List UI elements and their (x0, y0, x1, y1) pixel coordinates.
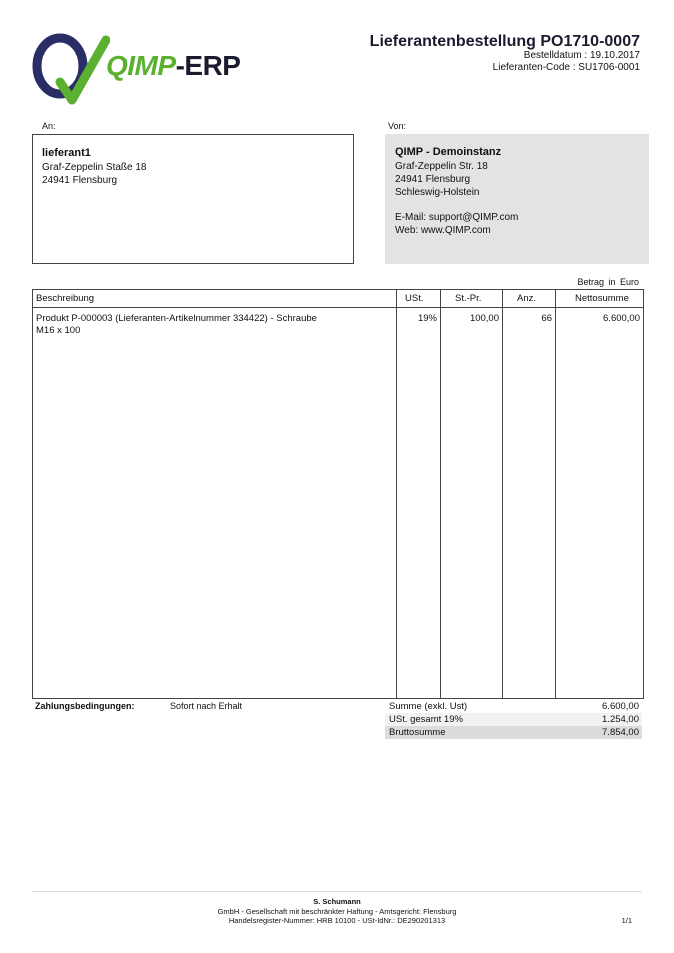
logo-wordmark (106, 50, 240, 82)
sender-city: 24941 Flensburg (395, 174, 471, 185)
logo-wordmark-qimp: QIMP (106, 50, 176, 81)
row-description-line2: M16 x 100 (36, 325, 81, 336)
company-logo (30, 30, 260, 108)
column-divider (396, 290, 397, 698)
column-divider (502, 290, 503, 698)
order-date: Bestelldatum : 19.10.2017 (523, 50, 640, 61)
sender-address-box (385, 134, 649, 264)
payment-terms-label: Zahlungsbedingungen: (35, 701, 135, 711)
row-vat: 19% (417, 313, 437, 324)
row-unit-price: 100,00 (469, 313, 499, 324)
header-net: Nettosumme (575, 293, 629, 304)
table-header-row (33, 290, 643, 308)
row-net: 6.600,00 (603, 313, 640, 324)
total-vat-label: USt. gesamt 19% (389, 714, 463, 725)
footer-legal-line2: Handelsregister-Nummer: HRB 10100 - USt-IdNr.: DE290201313 (228, 916, 446, 925)
column-divider (555, 290, 556, 698)
sender-web: Web: www.QIMP.com (395, 225, 491, 236)
sender-street: Graf-Zeppelin Str. 18 (395, 161, 488, 172)
recipient-name: lieferant1 (42, 147, 91, 159)
items-table (32, 289, 644, 699)
row-description (36, 313, 391, 337)
recipient-street: Graf-Zeppelin Staße 18 (42, 162, 147, 173)
logo-wordmark-erp: -ERP (175, 50, 241, 81)
total-vat-row (385, 713, 642, 726)
recipient-city: 24941 Flensburg (42, 175, 118, 186)
supplier-code: Lieferanten-Code : SU1706-0001 (492, 62, 640, 73)
page-number: 1/1 (621, 916, 632, 925)
sender-region: Schleswig-Holstein (395, 187, 480, 198)
payment-terms-value: Sofort nach Erhalt (170, 701, 243, 711)
row-qty: 66 (541, 313, 552, 324)
total-net-row (385, 700, 642, 713)
footer-name: S. Schumann (313, 897, 361, 906)
to-label: An: (42, 121, 56, 131)
currency-note: Betrag in Euro (577, 277, 639, 287)
header-qty: Anz. (517, 293, 537, 304)
header-unit-price: St.-Pr. (455, 293, 482, 304)
total-vat-value: 1.254,00 (602, 714, 639, 725)
row-description-line1: Produkt P-000003 (Lieferanten-Artikelnummer 334422) - Schraube (36, 313, 317, 324)
header-description: Beschreibung (36, 293, 95, 304)
document-title: Lieferantenbestellung PO1710-0007 (369, 33, 640, 50)
footer-divider (32, 891, 642, 892)
recipient-address-box (32, 134, 354, 264)
qimp-logo-icon (30, 30, 110, 108)
column-divider (440, 290, 441, 698)
total-net-value: 6.600,00 (602, 701, 639, 712)
total-gross-label: Bruttosumme (389, 727, 446, 738)
sender-name: QIMP - Demoinstanz (395, 146, 502, 158)
total-gross-value: 7.854,00 (602, 727, 639, 738)
header-vat: USt. (405, 293, 424, 304)
total-net-label: Summe (exkl. Ust) (389, 701, 468, 712)
from-label: Von: (388, 121, 407, 131)
sender-email: E-Mail: support@QIMP.com (395, 212, 519, 223)
footer-legal-line1: GmbH - Gesellschaft mit beschränkter Haftung - Amtsgericht: Flensburg (217, 907, 457, 916)
total-gross-row (385, 726, 642, 739)
